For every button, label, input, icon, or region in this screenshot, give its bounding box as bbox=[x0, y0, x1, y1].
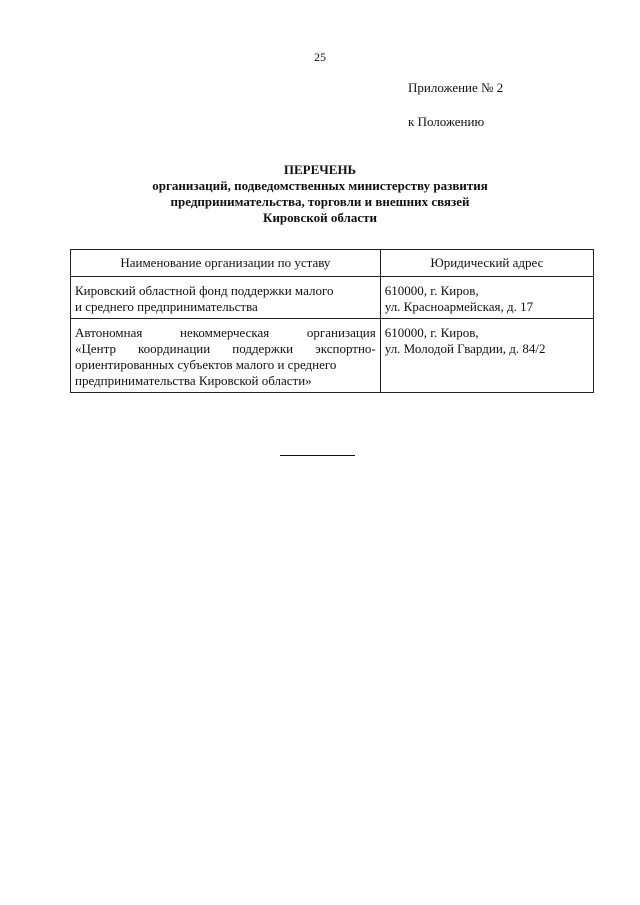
table-row bbox=[71, 319, 594, 393]
organization-name-line: и среднего предпринимательства bbox=[75, 299, 258, 314]
address-line: 610000, г. Киров, bbox=[384, 283, 479, 298]
organization-name-line bbox=[75, 341, 376, 357]
word: поддержки bbox=[232, 341, 294, 356]
word: некоммерческая bbox=[179, 325, 270, 340]
organization-name-line: Кировский областной фонд поддержки малого bbox=[75, 283, 334, 298]
address-line: 610000, г. Киров, bbox=[384, 325, 479, 340]
table-row bbox=[71, 277, 594, 319]
header-organization-name: Наименование организации по уставу bbox=[71, 250, 381, 277]
organizations-table bbox=[70, 249, 594, 393]
organization-name-line bbox=[75, 325, 376, 341]
address-line: ул. Молодой Гвардии, д. 84/2 bbox=[384, 341, 546, 356]
word: организация bbox=[306, 325, 376, 340]
word: координации bbox=[138, 341, 211, 356]
word: Автономная bbox=[75, 325, 143, 340]
organization-name-line: ориентированных субъектов малого и среднего bbox=[75, 357, 337, 372]
legal-address-cell bbox=[380, 277, 593, 319]
organization-name-cell bbox=[71, 277, 381, 319]
header-legal-address: Юридический адрес bbox=[380, 250, 593, 277]
appendix-number: Приложение № 2 bbox=[408, 80, 504, 95]
organization-name-line: предпринимательства Кировской области» bbox=[75, 373, 312, 388]
word: экспортно- bbox=[315, 341, 376, 356]
title-subtitle-line: предпринимательства, торговли и внешних связей bbox=[170, 194, 470, 209]
document-title bbox=[0, 162, 640, 226]
appendix-reference: к Положению bbox=[408, 114, 485, 129]
address-line: ул. Красноармейская, д. 17 bbox=[384, 299, 534, 314]
table-header-row bbox=[71, 250, 594, 277]
title-heading: ПЕРЕЧЕНЬ bbox=[283, 162, 357, 177]
word: «Центр bbox=[75, 341, 116, 356]
title-subtitle-line: Кировской области bbox=[263, 210, 377, 225]
legal-address-cell bbox=[380, 319, 593, 393]
closing-divider bbox=[280, 455, 355, 456]
organization-name-cell bbox=[71, 319, 381, 393]
page-number: 25 bbox=[314, 50, 326, 64]
title-subtitle-line: организаций, подведомственных министерству развития bbox=[152, 178, 488, 193]
